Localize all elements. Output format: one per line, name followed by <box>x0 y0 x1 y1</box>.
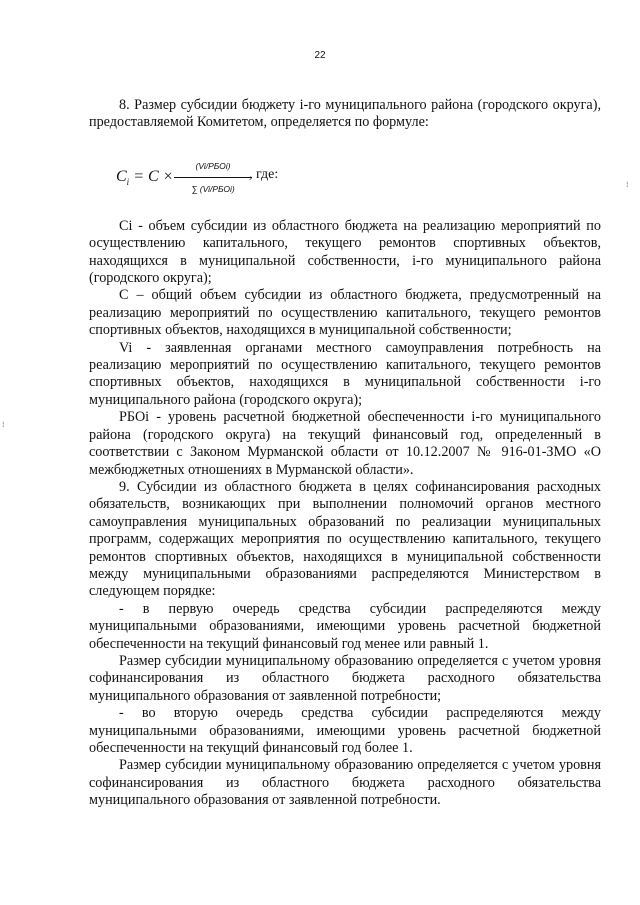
scan-artifact-right: ⁞ <box>626 180 629 189</box>
list-item-size-rule-1: Размер субсидии муниципальному образованию определяется с учетом уровня софинансирования из областного бюджета расходного обязательства муниципального образования от заявленной потребности; <box>89 652 601 704</box>
list-item-first-priority: - в первую очередь средства субсидии распределяются между муниципальными образованиями, имеющими уровень расчетной бюджетной обеспеченности на текущий финансовый год менее или равный 1. <box>89 600 601 652</box>
definition-ci: Ci - объем субсидии из областного бюджета на реализацию мероприятий по осуществлению капитального, текущего ремонтов спортивных объектов, находящихся в муниципальной собственности, i-го муниципального района (городского округа); <box>89 217 601 287</box>
document-body <box>89 97 601 810</box>
definition-vi: Vi - заявленная органами местного самоуправления потребность на реализацию мероприятий по осуществлению капитального, текущего ремонтов спортивных объектов, находящихся в муниципальной собственности i-го муниципального района (городского округа); <box>89 339 601 408</box>
list-item-second-priority: - во вторую очередь средства субсидии распределяются между муниципальными образованиями, имеющими уровень расчетной бюджетной обеспеченности на текущий финансовый год более 1. <box>89 705 601 756</box>
formula-where: , где: <box>249 166 279 182</box>
formula-numerator: (Vi/РБОi) <box>195 160 231 171</box>
scan-artifact-left: ⁞ <box>2 420 5 429</box>
formula-fraction <box>174 158 252 199</box>
page-number: 22 <box>314 50 326 61</box>
list-item-size-rule-2: Размер субсидии муниципальному образованию определяется с учетом уровня софинансирования из областного бюджета расходного обязательства муниципального образования от заявленной потребности. <box>89 757 601 809</box>
definition-rboi: РБОi - уровень расчетной бюджетной обеспеченности i-го муниципального района (городского округа) на текущий финансовый год, определенный в соответствии с Законом Мурманской области от 10.12.2007 № 916-01-ЗМО «О межбюджетных отношениях в Мурманской области». <box>89 409 601 478</box>
formula-lhs: $C_i = C$ × <box>116 167 174 187</box>
subsidy-formula <box>89 140 601 218</box>
paragraph-9: 9. Субсидии из областного бюджета в целях софинансирования расходных обязательств, возникающих при выполнении полномочий органов местного самоуправления муниципальных образований по реализации муниципальных программ, содержащих мероприятия по осуществлению капитального, текущего ремонтов спортивных объектов, находящихся в муниципальной собственности между муниципальными образованиями распределяются Министерством в следующем порядке: <box>89 478 601 600</box>
paragraph-8: 8. Размер субсидии бюджету i-го муниципального района (городского округа), предоставляемой Комитетом, определяется по формуле: <box>89 97 601 131</box>
definition-c: С – общий объем субсидии из областного бюджета, предусмотренный на реализацию мероприятий по осуществлению капитального, текущего ремонтов спортивных объектов, находящихся в муниципальной собственности; <box>89 287 601 339</box>
formula-denominator: ∑ (Vi/РБОi) <box>191 184 235 195</box>
